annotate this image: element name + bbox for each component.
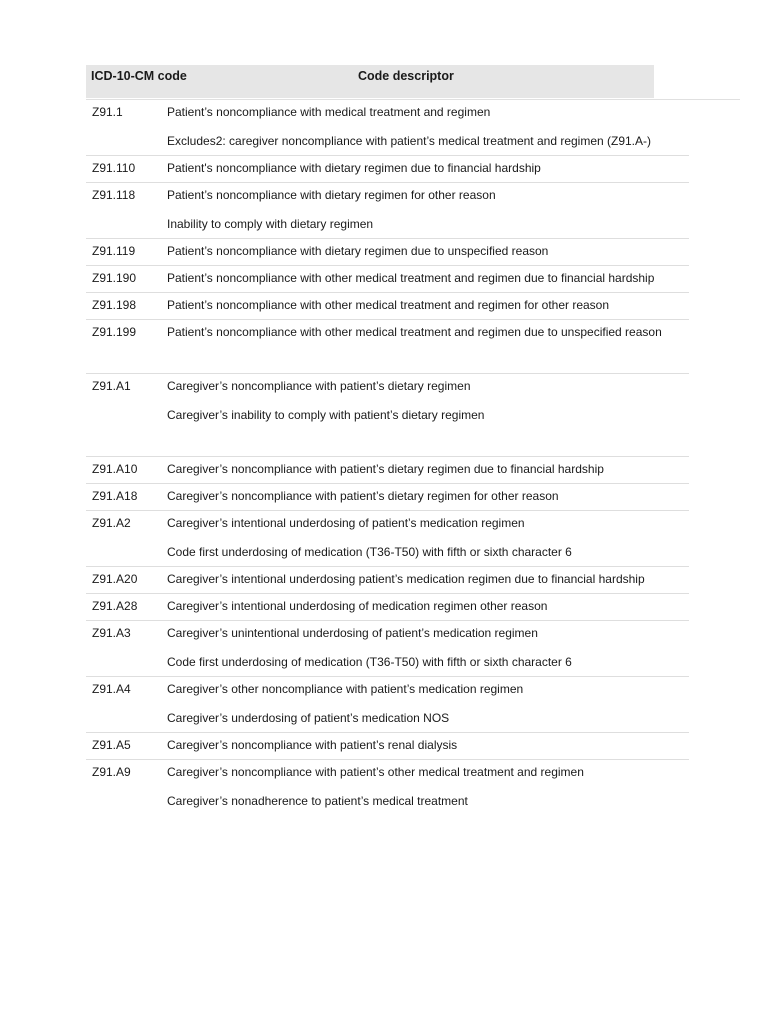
table-row xyxy=(86,677,689,733)
code-descriptor xyxy=(167,733,689,759)
descriptor-text: Caregiver’s noncompliance with patient’s dietary regimen xyxy=(167,379,471,393)
descriptor-text: Patient’s noncompliance with other medical treatment and regimen for other reason xyxy=(167,298,610,312)
descriptor-text: Patient's noncompliance with dietary regimen due to financial hardship xyxy=(167,161,541,175)
code-table xyxy=(86,100,689,815)
code-descriptor xyxy=(167,239,689,265)
descriptor-note: Excludes2: caregiver noncompliance with patient’s medical treatment and regimen (Z91.A-) xyxy=(167,134,652,148)
icd-code: Z91.A2 xyxy=(92,516,131,530)
table-row xyxy=(86,457,689,484)
descriptor-text: Patient’s noncompliance with medical treatment and regimen xyxy=(167,105,491,119)
table-row xyxy=(86,374,689,457)
table-row xyxy=(86,621,689,677)
descriptor-note: Caregiver’s inability to comply with patient’s dietary regimen xyxy=(167,408,485,422)
icd-code: Z91.118 xyxy=(92,188,136,202)
icd-code: Z91.A9 xyxy=(92,765,131,779)
icd-code: Z91.A20 xyxy=(92,572,138,586)
table-header xyxy=(86,65,654,98)
icd-code: Z91.190 xyxy=(92,271,137,285)
icd-code: Z91.199 xyxy=(92,325,137,339)
icd-code: Z91.119 xyxy=(92,244,136,258)
descriptor-text: Caregiver’s noncompliance with patient’s renal dialysis xyxy=(167,738,458,752)
code-descriptor xyxy=(167,457,689,483)
descriptor-note: Inability to comply with dietary regimen xyxy=(167,217,374,231)
descriptor-text: Caregiver’s intentional underdosing patient’s medication regimen due to financial hardship xyxy=(167,572,645,586)
table-row xyxy=(86,567,689,594)
descriptor-text: Patient’s noncompliance with other medical treatment and regimen due to financial hardship xyxy=(167,271,655,285)
code-descriptor xyxy=(167,621,689,676)
table-row xyxy=(86,760,689,815)
descriptor-text: Caregiver’s intentional underdosing of medication regimen other reason xyxy=(167,599,548,613)
code-descriptor xyxy=(167,100,689,155)
table-row xyxy=(86,511,689,567)
header-descriptor: Code descriptor xyxy=(358,69,454,83)
code-descriptor xyxy=(167,183,689,238)
icd-code: Z91.A28 xyxy=(92,599,138,613)
table-row xyxy=(86,266,689,293)
descriptor-text: Caregiver’s noncompliance with patient’s dietary regimen due to financial hardship xyxy=(167,462,604,476)
icd-code: Z91.1 xyxy=(92,105,123,119)
table-row xyxy=(86,156,689,183)
table-row xyxy=(86,484,689,511)
icd-code: Z91.A3 xyxy=(92,626,131,640)
icd-code: Z91.A4 xyxy=(92,682,131,696)
icd-code: Z91.A1 xyxy=(92,379,131,393)
table-row xyxy=(86,733,689,760)
descriptor-text: Caregiver’s unintentional underdosing of patient’s medication regimen xyxy=(167,626,538,640)
table-row xyxy=(86,293,689,320)
descriptor-text: Caregiver’s intentional underdosing of patient’s medication regimen xyxy=(167,516,525,530)
code-descriptor xyxy=(167,320,689,346)
code-descriptor xyxy=(167,594,689,620)
descriptor-text: Caregiver’s noncompliance with patient’s dietary regimen for other reason xyxy=(167,489,559,503)
code-descriptor xyxy=(167,567,689,593)
table-row xyxy=(86,594,689,621)
code-descriptor xyxy=(167,760,689,815)
icd-code: Z91.A5 xyxy=(92,738,131,752)
code-descriptor xyxy=(167,677,689,732)
descriptor-text: Patient’s noncompliance with dietary regimen for other reason xyxy=(167,188,496,202)
code-descriptor xyxy=(167,374,689,429)
code-descriptor xyxy=(167,156,689,182)
descriptor-text: Caregiver’s noncompliance with patient’s other medical treatment and regimen xyxy=(167,765,584,779)
icd-code: Z91.A10 xyxy=(92,462,138,476)
table-row xyxy=(86,100,689,156)
table-row xyxy=(86,320,689,374)
descriptor-text: Patient’s noncompliance with other medical treatment and regimen due to unspecified reason xyxy=(167,325,662,339)
icd-code: Z91.A18 xyxy=(92,489,138,503)
descriptor-note: Caregiver’s nonadherence to patient’s medical treatment xyxy=(167,794,468,808)
descriptor-note: Code first underdosing of medication (T36-T50) with fifth or sixth character 6 xyxy=(167,655,572,669)
code-descriptor xyxy=(167,293,689,319)
header-code: ICD-10-CM code xyxy=(91,69,187,83)
descriptor-note: Caregiver’s underdosing of patient’s medication NOS xyxy=(167,711,450,725)
icd-code: Z91.110 xyxy=(92,161,136,175)
descriptor-text: Caregiver’s other noncompliance with patient’s medication regimen xyxy=(167,682,524,696)
code-descriptor xyxy=(167,511,689,566)
descriptor-text: Patient’s noncompliance with dietary regimen due to unspecified reason xyxy=(167,244,549,258)
icd-code: Z91.198 xyxy=(92,298,137,312)
table-row xyxy=(86,239,689,266)
code-descriptor xyxy=(167,484,689,510)
descriptor-note: Code first underdosing of medication (T36-T50) with fifth or sixth character 6 xyxy=(167,545,572,559)
code-descriptor xyxy=(167,266,689,292)
table-row xyxy=(86,183,689,239)
